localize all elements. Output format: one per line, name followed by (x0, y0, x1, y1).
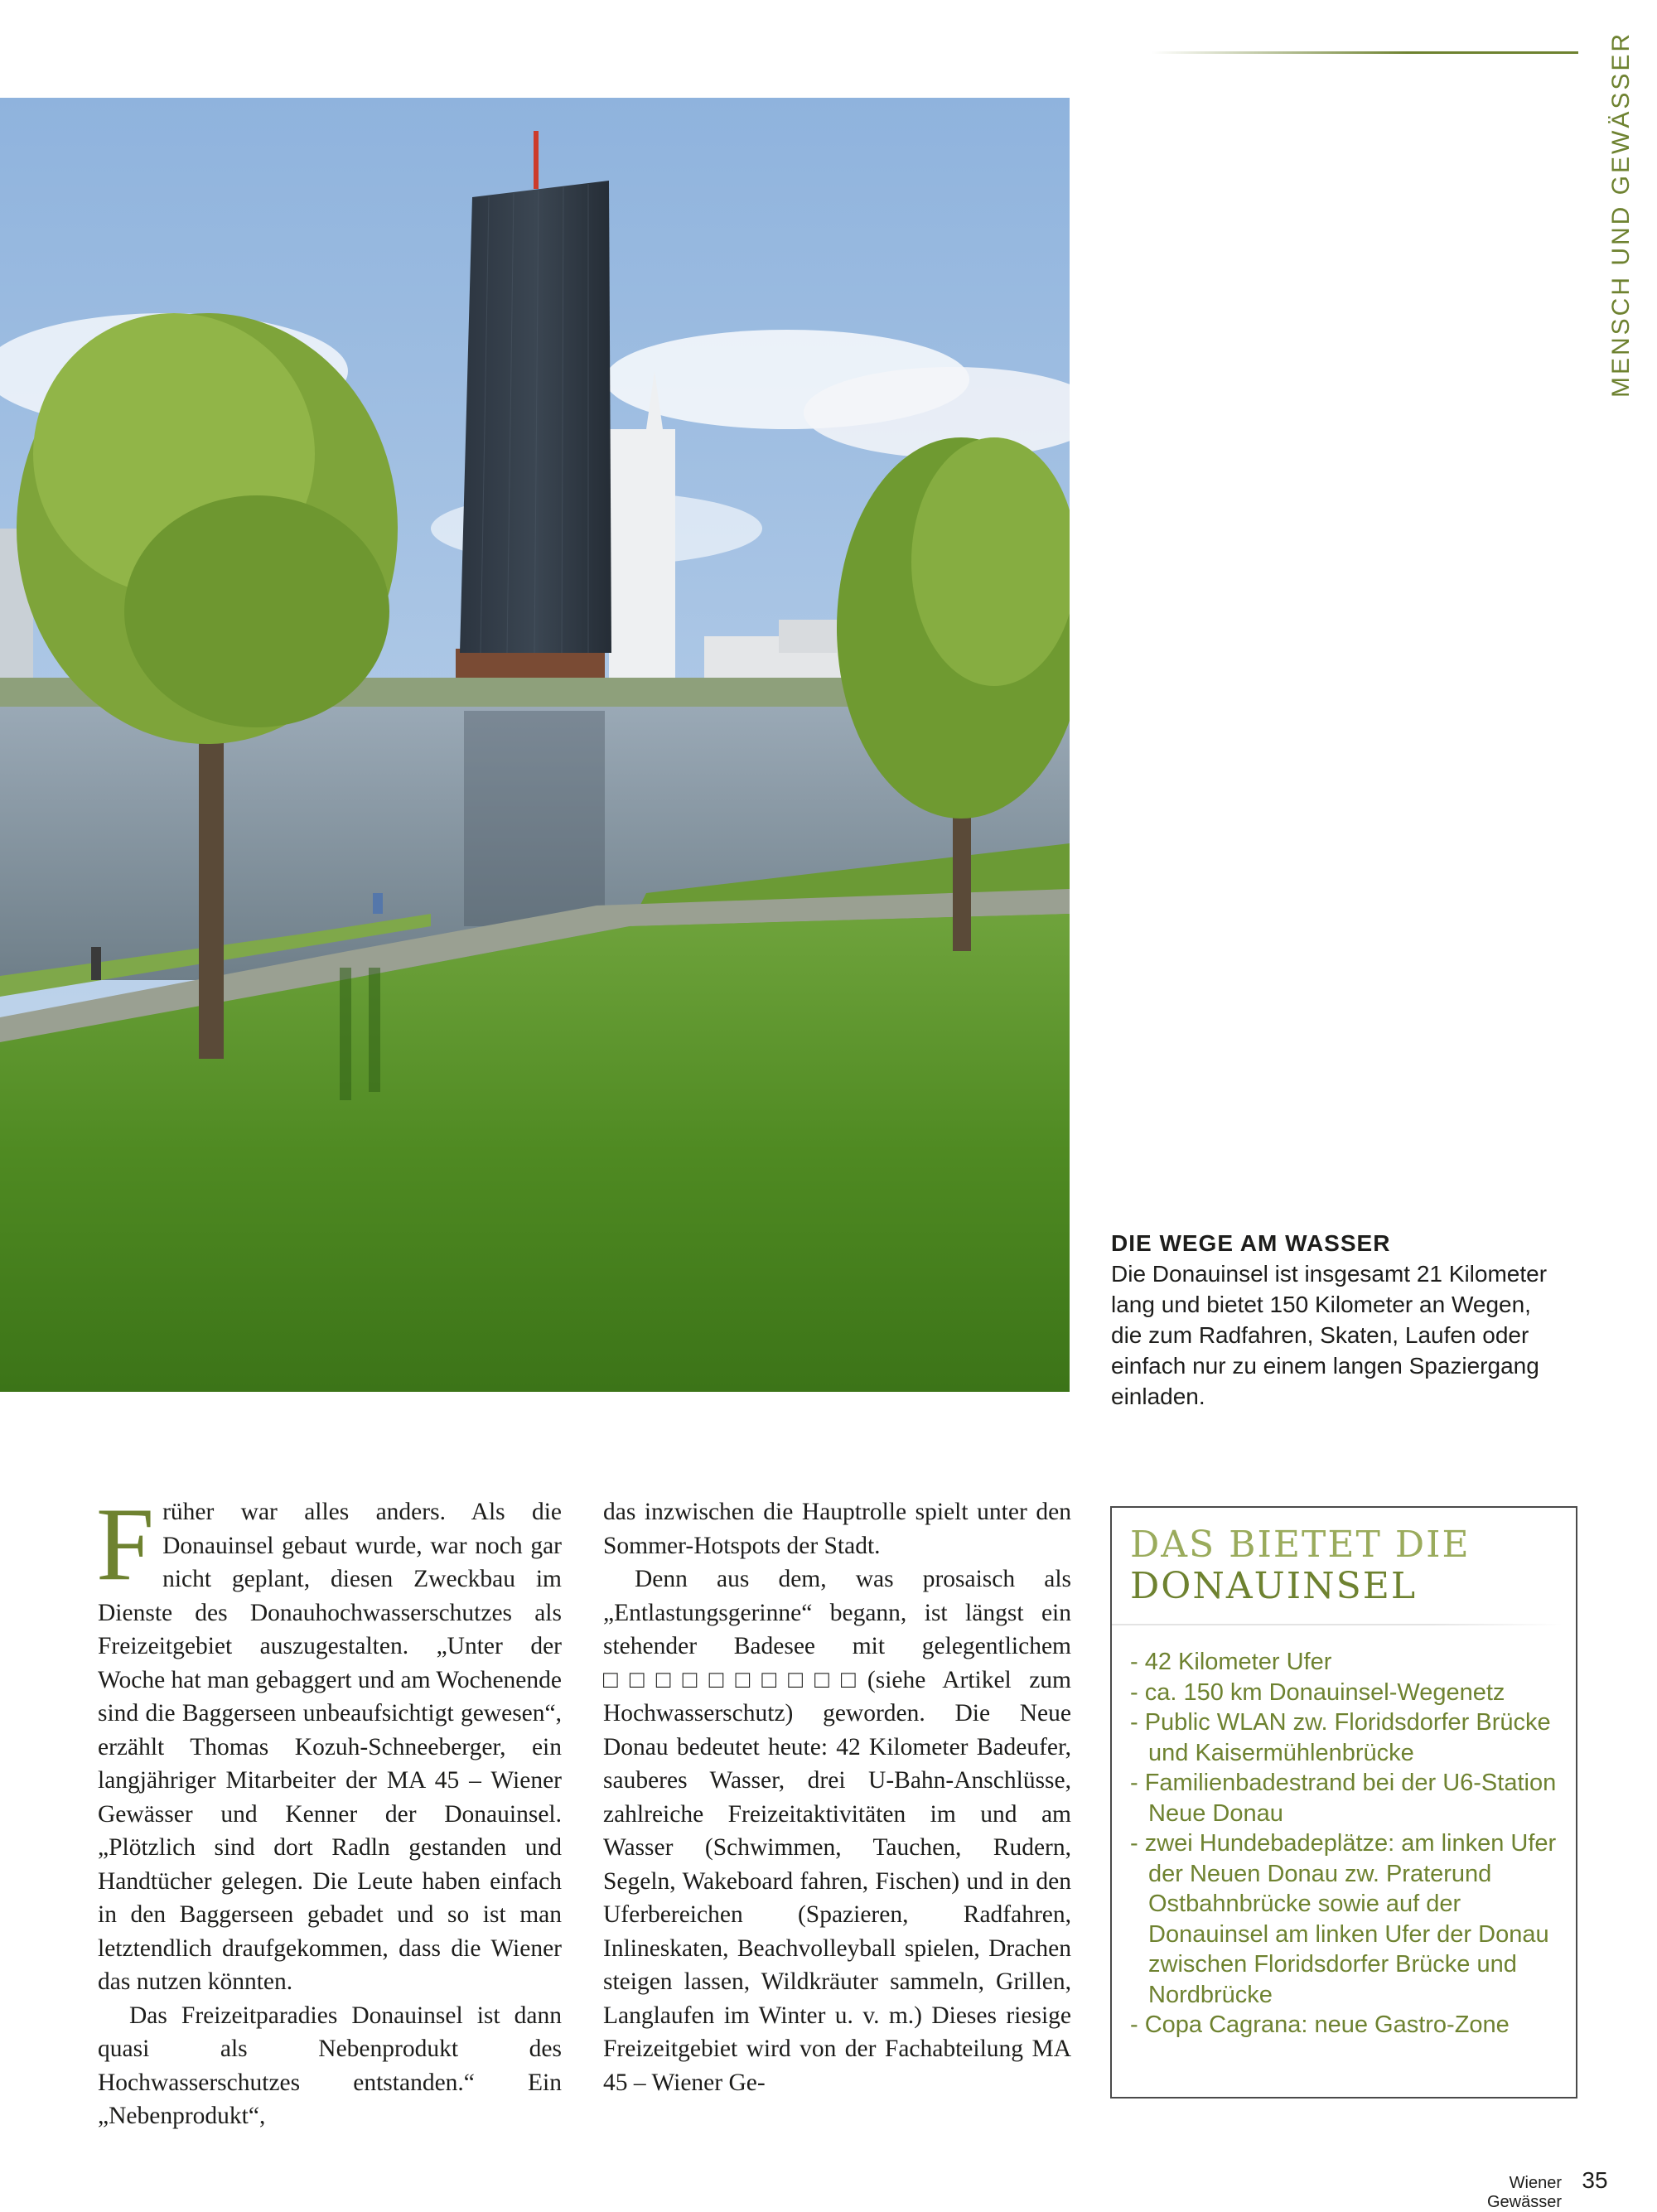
article-paragraph-2: Das Freizeitparadies Donauinsel ist dann quasi als Nebenprodukt des Hochwasserschutzes entstanden.“ Ein „Nebenprodukt“, (98, 2002, 562, 2129)
info-box-list (1130, 1647, 1565, 2041)
page-number: 35 (1582, 2167, 1608, 2193)
publication-name: Wiener Gewässer (1486, 2174, 1562, 2211)
article-paragraph-4: Denn aus dem, was prosaisch als „Entlastungsgerinne“ begann, ist längst ein stehender Badesee mit gelegentlichem □□□□□□□□□□(siehe Artikel zum Hochwasserschutz) geworden. Die Neue Donau bedeutet heute: 42 Kilometer Badeufer, sauberes Wasser, drei U-Bahn-Anschlüsse, zahlreiche Freizeitaktivitäten im und am Wasser (Schwimmen, Tauchen, Rudern, Segeln, Wakeboard fahren, Fischen) und in den Uferbereichen (Spazieren, Radfahren, Inlineskaten, Beachvolleyball spielen, Drachen steigen lassen, Wildkräuter sammeln, Grillen, Langlaufen im Winter u. v. m.) Dieses riesige Freizeitgebiet wird von der Fachabteilung MA 45 – Wiener Ge- (603, 1566, 1071, 2096)
info-box-title-line-2: DONAUINSEL (1130, 1565, 1418, 1607)
list-item: - ca. 150 km Donauinsel-Wegenetz (1130, 1678, 1505, 1706)
info-box-divider (1112, 1624, 1563, 1625)
list-item: - Public WLAN zw. Floridsdorfer Brücke und Kaisermühlenbrücke (1130, 1709, 1551, 1766)
info-box-title (1130, 1524, 1561, 1607)
caption-text: Die Donauinsel ist insgesamt 21 Kilometer lang und bietet 150 Kilometer an Wegen, die zum Radfahren, Skaten, Laufen oder einfach nur zu einem langen Spaziergang einladen. (1111, 1261, 1548, 1409)
top-decorative-rule (1152, 51, 1578, 54)
section-label: MENSCH UND GEWÄSSER (1607, 31, 1635, 398)
drop-cap: F (96, 1487, 155, 1602)
info-box-title-line-1: DAS BIETET DIE (1130, 1524, 1471, 1566)
article-column-1 (96, 1487, 562, 2133)
article-paragraph-3: das inzwischen die Hauptrolle spielt unter den Sommer-Hotspots der Stadt. (603, 1499, 1071, 1559)
hero-photo (0, 98, 1070, 1392)
article-paragraph-1-text: rüher war alles anders. Als die Donauinsel gebaut wurde, war noch gar nicht geplant, diesen Zweckbau im Dienste des Donauhochwasserschutzes als Freizeitgebiet auszugestalten. „Unter der Woche hat man gebaggert und am Wochenende sind die Baggerseen unbeaufsichtigt gewesen“, erzählt Thomas Kozuh-Schneeberger, ein langjähriger Mitarbeiter der MA 45 – Wiener Gewässer und Kenner der Donauinsel. „Plötzlich sind dort Radln gestanden und Handtücher gelegen. Die Leute haben einfach in den Baggerseen gebadet und so ist man letztendlich draufgekommen, dass die Wiener das nutzen könnten. (98, 1499, 562, 1995)
article-column-2 (603, 1495, 1071, 2099)
list-item: - Familienbadestrand bei der U6-Station Neue Donau (1130, 1770, 1557, 1827)
article-paragraph-1 (96, 1487, 562, 1999)
list-item: - Copa Cagrana: neue Gastro-Zone (1130, 2012, 1510, 2038)
info-box (1110, 1506, 1577, 2099)
list-item: - 42 Kilometer Ufer (1130, 1649, 1332, 1675)
caption-title: DIE WEGE AM WASSER (1111, 1230, 1391, 1256)
photo-danube-island (0, 98, 1070, 1392)
list-item: - zwei Hundebadeplätze: am linken Ufer der Neuen Donau zw. Praterund Ostbahnbrücke sowie auf der Donauinsel am linken Ufer der Donau zwischen Floridsdorfer Brücke und Nordbrücke (1130, 1830, 1557, 2008)
photo-caption (1111, 1228, 1558, 1412)
